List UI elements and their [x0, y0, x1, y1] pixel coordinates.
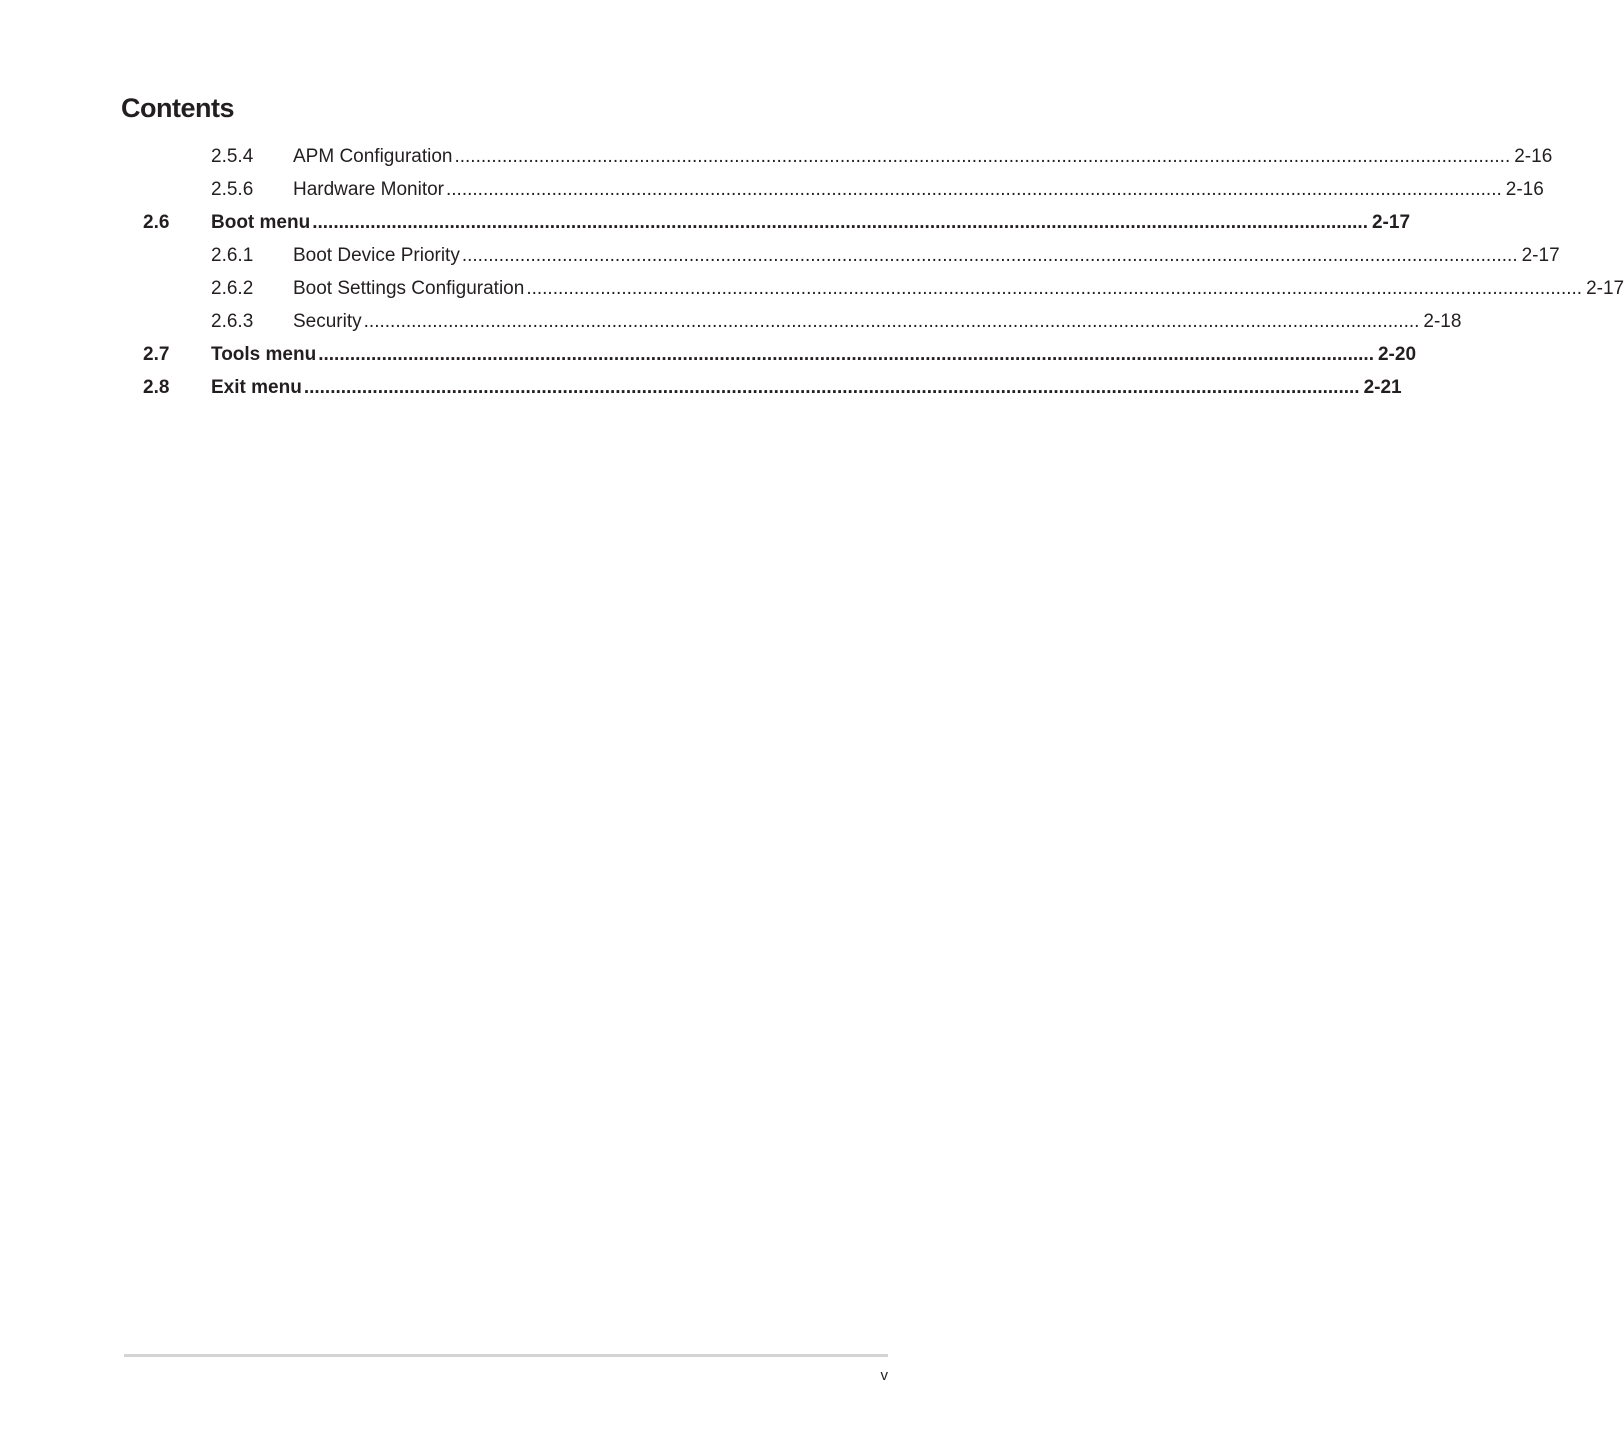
toc-dot-leader: ........................................................................................................................................................................................................ [312, 212, 1368, 233]
toc-entry[interactable] [0, 305, 1462, 338]
toc-entry-number: 2.6.1 [211, 245, 254, 266]
toc-dot-leader: ........................................................................................................................................................................................................ [446, 179, 1502, 200]
toc-entry-number: 2.6.3 [211, 311, 254, 332]
toc-entry-number: 2.5.6 [211, 179, 254, 200]
toc-entry-title: Security [293, 311, 362, 332]
table-of-contents [0, 140, 1624, 404]
toc-dot-leader: ........................................................................................................................................................................................................ [526, 278, 1583, 299]
toc-entry-title: Exit menu [211, 377, 302, 398]
toc-dot-leader: ........................................................................................................................................................................................................ [461, 245, 1518, 266]
toc-entry-title: Boot Device Priority [293, 245, 460, 266]
toc-entry-page: 2-17 [1586, 278, 1624, 299]
toc-entry[interactable] [0, 173, 1544, 206]
toc-entry-number: 2.6 [143, 212, 170, 233]
toc-entry-title: Hardware Monitor [293, 179, 444, 200]
toc-dot-leader: ........................................................................................................................................................................................................ [454, 146, 1511, 167]
toc-entry[interactable] [0, 272, 1624, 305]
toc-entry-page: 2-16 [1505, 179, 1544, 200]
toc-entry-title: APM Configuration [293, 146, 453, 167]
toc-entry-page: 2-20 [1377, 344, 1417, 365]
toc-entry-number: 2.5.4 [211, 146, 254, 167]
toc-entry-title: Tools menu [211, 344, 317, 365]
toc-dot-leader: ........................................................................................................................................................................................................ [318, 344, 1374, 365]
toc-entry[interactable] [0, 338, 1417, 371]
page-title: Contents [121, 93, 234, 123]
footer-divider [124, 1354, 888, 1357]
toc-entry-page: 2-17 [1371, 212, 1411, 233]
toc-entry[interactable] [0, 140, 1553, 173]
toc-entry-number: 2.6.2 [211, 278, 254, 299]
toc-dot-leader: ........................................................................................................................................................................................................ [303, 377, 1360, 398]
toc-dot-leader: ........................................................................................................................................................................................................ [363, 311, 1420, 332]
toc-entry-page: 2-16 [1514, 146, 1553, 167]
page-number: v [880, 1367, 888, 1384]
toc-entry-page: 2-18 [1423, 311, 1462, 332]
toc-entry-number: 2.7 [143, 344, 170, 365]
toc-entry[interactable] [0, 206, 1411, 239]
toc-entry-page: 2-17 [1521, 245, 1560, 266]
toc-entry-title: Boot menu [211, 212, 311, 233]
toc-entry[interactable] [0, 239, 1560, 272]
toc-entry-number: 2.8 [143, 377, 170, 398]
toc-entry[interactable] [0, 371, 1402, 404]
toc-entry-title: Boot Settings Configuration [293, 278, 525, 299]
toc-entry-page: 2-21 [1363, 377, 1402, 398]
